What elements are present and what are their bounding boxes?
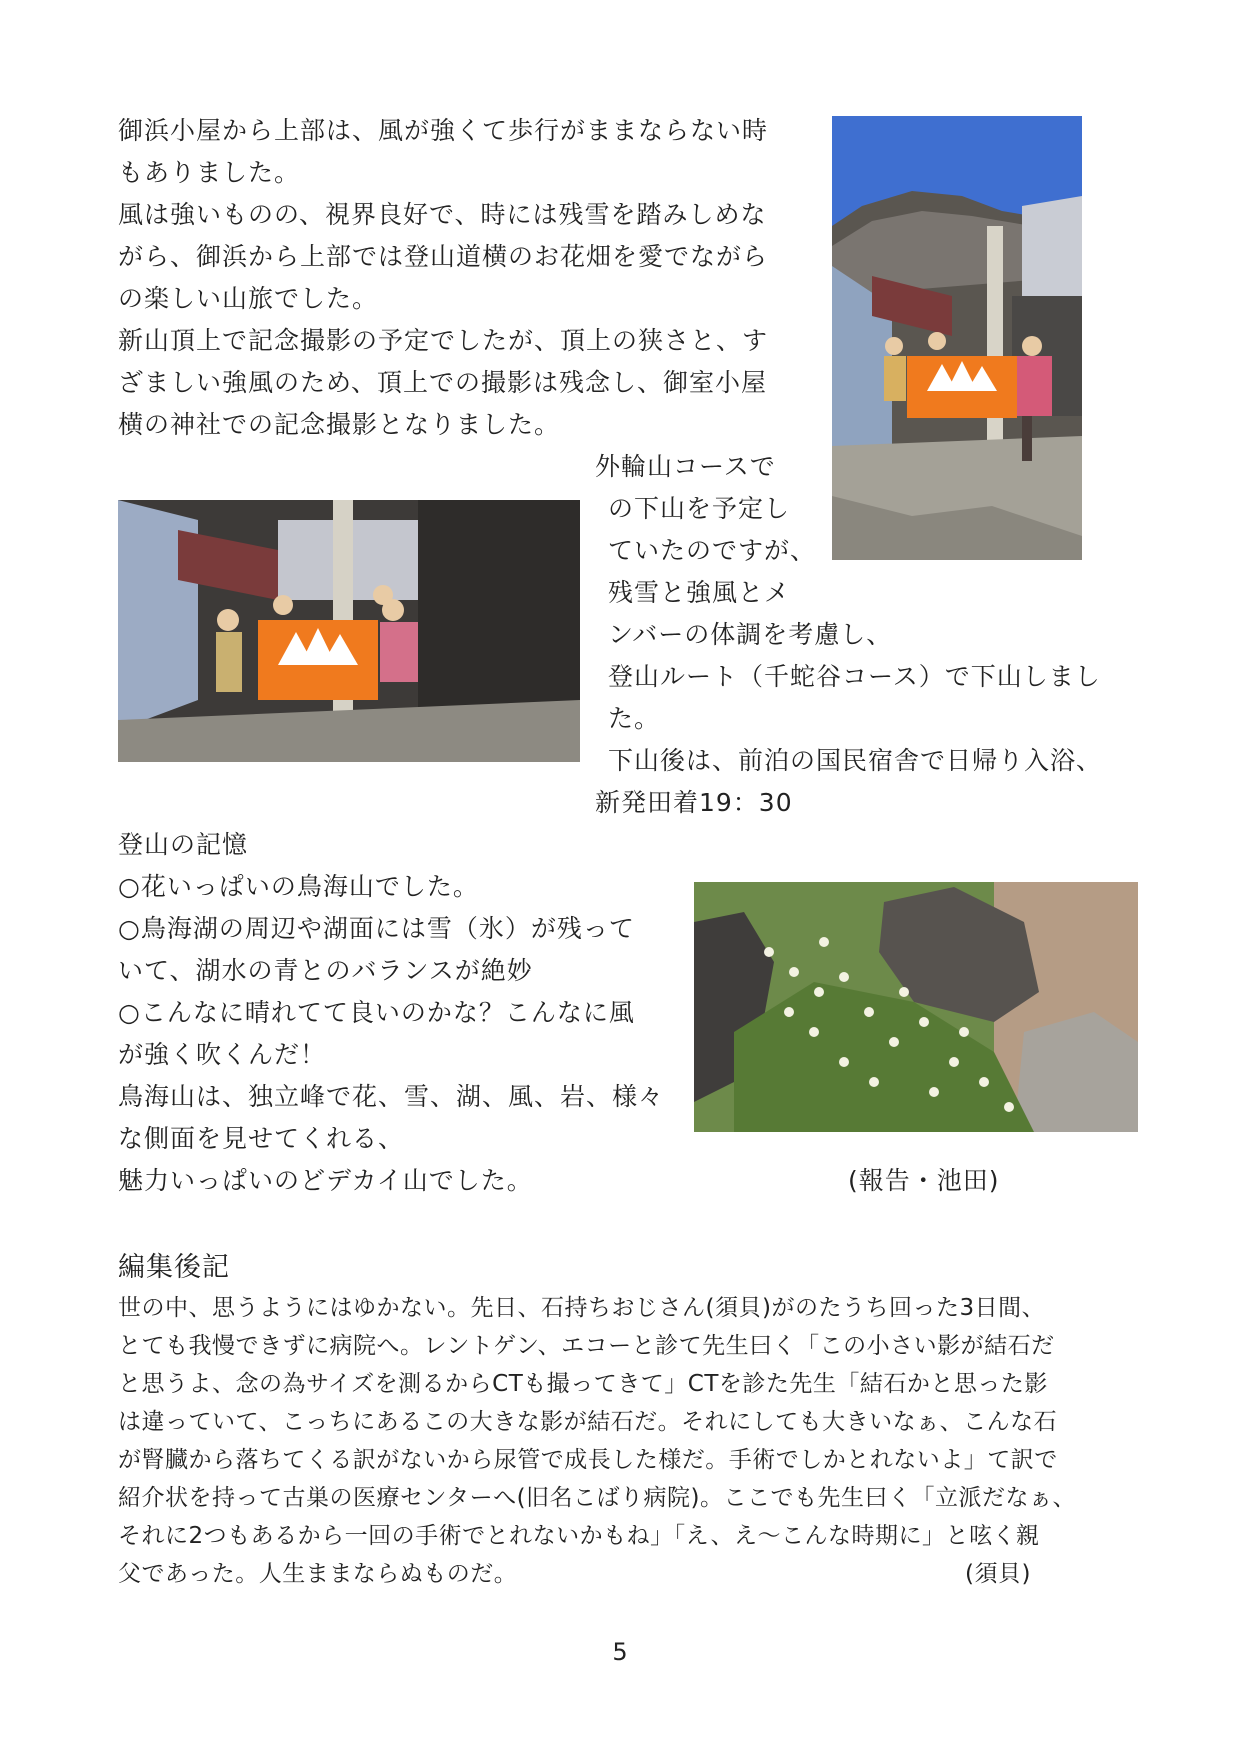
text-line: 横の神社での記念撮影となりました。	[118, 410, 561, 439]
editorial-heading: 編集後記	[118, 1252, 230, 1283]
memories-heading: 登山の記憶	[118, 830, 249, 859]
text-line: と思うよ、念の為サイズを測るからCTも撮ってきて」CTを診た先生「結石かと思った影	[118, 1371, 1048, 1397]
text-line: 魅力いっぱいのどデカイ山でした。	[118, 1166, 533, 1195]
text-line: それに2つもあるから一回の手術でとれないかもね」「え、え〜こんな時期に」と呟く親	[118, 1523, 1040, 1549]
text-line: ンバーの体調を考慮し、	[608, 620, 893, 649]
text-line: 鳥海山は、独立峰で花、雪、湖、風、岩、様々	[118, 1082, 665, 1111]
text-line: もありました。	[118, 158, 301, 187]
text-line: は違っていて、こっちにあるこの大きな影が結石だ。それにしても大きいなぁ、こんな石	[118, 1409, 1058, 1435]
text-line: がら、御浜から上部では登山道横のお花畑を愛でながら	[118, 242, 769, 271]
text-line: 紹介状を持って古巣の医療センターへ(旧名こばり病院)。ここでも先生曰く「立派だなぁ、	[118, 1485, 1077, 1511]
text-line: とても我慢できずに病院へ。レントゲン、エコーと診て先生曰く「この小さい影が結石だ	[118, 1333, 1055, 1359]
text-line: 世の中、思うようにはゆかない。先日、石持ちおじさん(須貝)がのたうち回った3日間、	[118, 1295, 1046, 1321]
summit-shrine-photo	[118, 500, 580, 762]
text-line: 残雪と強風とメ	[608, 578, 791, 607]
text-line: ざましい強風のため、頂上での撮影は残念し、御室小屋	[118, 368, 768, 397]
shrine-group-photo	[832, 116, 1082, 560]
text-line: いて、湖水の青とのバランスが絶妙	[118, 956, 533, 985]
text-line: 外輪山コースで	[595, 452, 776, 481]
page-number: 5	[612, 1638, 628, 1666]
text-line: の楽しい山旅でした。	[118, 284, 379, 313]
text-line: ○こんなに晴れてて良いのかな？こんなに風	[118, 998, 635, 1027]
text-line: ○鳥海湖の周辺や湖面には雪（氷）が残って	[118, 914, 635, 943]
editorial-signature: (須貝)	[965, 1561, 1031, 1587]
text-line: ていたのですが、	[608, 536, 817, 565]
text-line: た。	[608, 704, 661, 733]
text-line: 風は強いものの、視界良好で、時には残雪を踏みしめな	[118, 200, 767, 229]
text-line: 登山ルート（千蛇谷コース）で下山しまし	[608, 662, 1101, 691]
text-line: な側面を見せてくれる、	[118, 1124, 405, 1153]
alpine-flowers-photo	[694, 882, 1138, 1132]
text-line: が強く吹くんだ！	[118, 1040, 327, 1069]
text-line: 新山頂上で記念撮影の予定でしたが、頂上の狭さと、す	[118, 326, 769, 355]
text-line: が腎臓から落ちてくる訳がないから尿管で成長した様だ。手術でしかとれないよ」て訳で	[118, 1447, 1058, 1473]
text-line: 父であった。人生ままならぬものだ。	[118, 1561, 518, 1587]
text-line: ○花いっぱいの鳥海山でした。	[118, 872, 479, 901]
report-signature: (報告・池田)	[848, 1166, 1000, 1195]
text-line: 下山後は、前泊の国民宿舎で日帰り入浴、	[608, 746, 1103, 775]
text-line: の下山を予定し	[608, 494, 791, 523]
text-line: 新発田着19：30	[595, 788, 793, 817]
text-line: 御浜小屋から上部は、風が強くて歩行がままならない時	[118, 116, 769, 145]
